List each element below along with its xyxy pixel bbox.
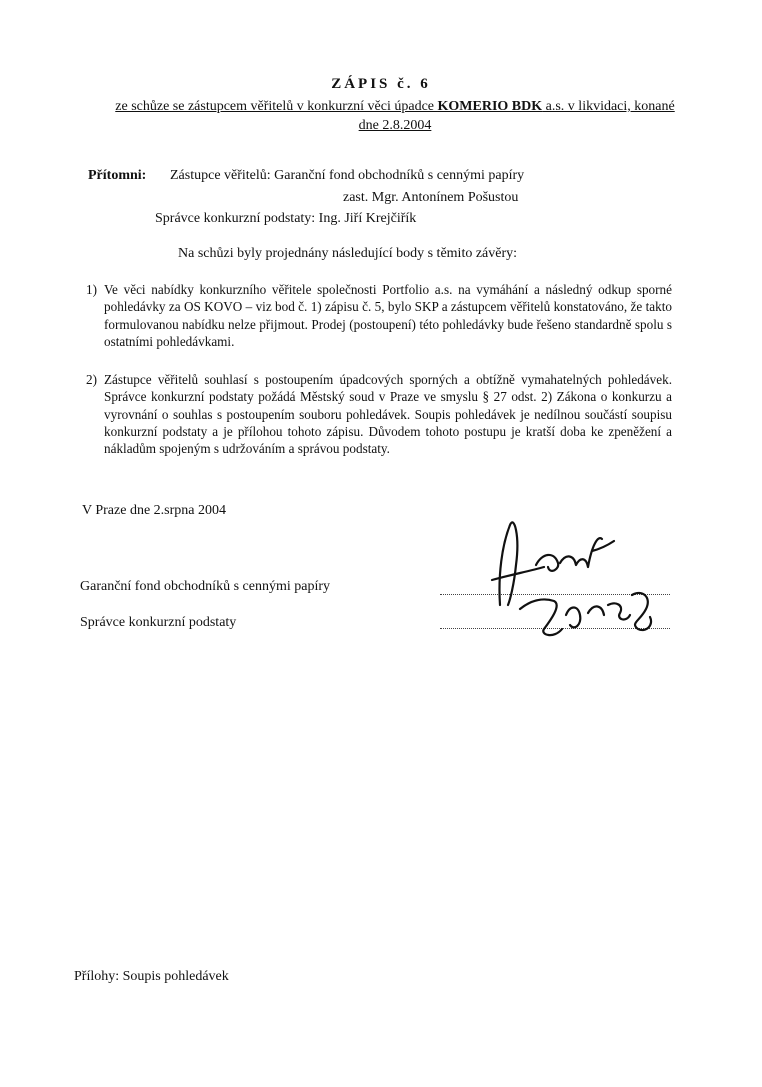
present-trustee: Správce konkurzní podstaty: Ing. Jiří Krejčiřík (155, 211, 417, 226)
item-text: Zástupce věřitelů souhlasí s postoupením úpadcových sporných a obtížně vymahatelných pohledávek. Správce konkurzní podstaty požádá Městský soud v Praze ve smyslu § 27 odst. 2) Zákona o konkurzu a vyrovnání o souhlas s postoupením souboru pohledávek. Soupis pohledávek je nedílnou součástí soupisu konkurzní podstaty a je přílohou tohoto zápisu. Důvodem tohoto postupu je kratší doba ke zpeněžení a nákladům spojeným s udržováním a správou podstaty. (104, 372, 672, 457)
present-label: Přítomni: (88, 168, 147, 183)
annex-note: Přílohy: Soupis pohledávek (74, 969, 229, 984)
subtitle-part-1: ze schůze se zástupcem věřitelů v konkurzní věci úpadce (115, 99, 438, 114)
present-representative: zast. Mgr. Antonínem Pošustou (343, 190, 519, 205)
signatory-creditor-label: Garanční fond obchodníků s cennými papíry (80, 579, 330, 594)
place-date: V Praze dne 2.srpna 2004 (82, 503, 226, 518)
item-number: 2) (86, 372, 97, 387)
present-creditor: Zástupce věřitelů: Garanční fond obchodníků s cennými papíry (170, 168, 525, 183)
document-title: ZÁPIS č. 6 (331, 76, 431, 92)
signatory-trustee-label: Správce konkurzní podstaty (80, 615, 237, 630)
subtitle-company: KOMERIO BDK (437, 99, 543, 114)
item-text: Ve věci nabídky konkurzního věřitele společnosti Portfolio a.s. na vymáhání a následný odkup sporné pohledávky za OS KOVO – viz bod č. 1) zápisu č. 5, bylo SKP a zástupcem věřitelů konstatováno, že takto formulovanou nabídku nelze přijmout. Prodej (postoupení) této pohledávky bude řešeno standardně spolu s ostatními pohledávkami. (104, 282, 672, 349)
agenda-item-1 (86, 281, 672, 350)
item-number: 1) (86, 282, 97, 297)
signature-icon (470, 505, 670, 655)
subtitle-part-2: a.s. v likvidaci, konané dne 2.8.2004 (358, 99, 675, 133)
agenda-item-2 (86, 371, 672, 457)
document-subtitle (115, 97, 675, 135)
agenda-intro: Na schůzi byly projednány následující body s těmito závěry: (178, 246, 518, 261)
